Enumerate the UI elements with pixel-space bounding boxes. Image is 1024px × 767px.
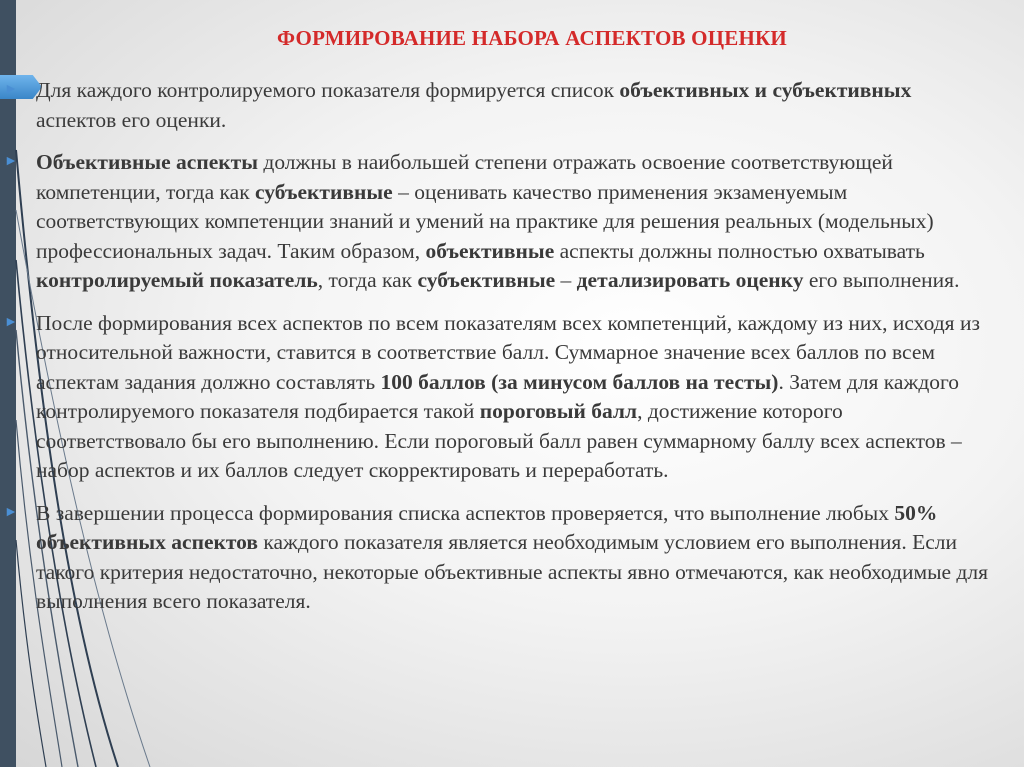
paragraph-text: . Затем для каждого контролируемого показателя подбирается такой	[36, 369, 960, 423]
paragraph-text: каждого показателя является необходимым условием его выполнения. Если такого критерия недостаточно, некоторые объективные аспекты явно отмечаются, как необходимые для выполнения всего показателя.	[36, 530, 988, 613]
paragraph-text: После формирования всех аспектов по всем показателям всех компетенций, каждому из них, исходя из относительной важности, ставится в соответствие балл. Суммарное значение всех баллов по всем аспектам задания должно составлять	[36, 310, 980, 394]
paragraph-bold-text: пороговый балл	[479, 399, 638, 423]
paragraph-bold-text: субъективные	[417, 268, 556, 292]
bullet-arrow-icon: ►	[4, 82, 18, 97]
paragraph-3	[4, 309, 996, 486]
paragraph-text: –	[555, 268, 577, 292]
paragraph-text: В завершении процесса формирования списка аспектов проверяется, что выполнение любых	[36, 500, 895, 525]
paragraph-text: аспектов его оценки.	[36, 107, 227, 132]
paragraph-text: должны в наибольшей степени отражать освоение соответствующей компетенции, тогда как	[36, 150, 893, 204]
bullet-arrow-icon: ►	[4, 154, 18, 169]
slide-title: ФОРМИРОВАНИЕ НАБОРА АСПЕКТОВ ОЦЕНКИ	[277, 26, 787, 50]
paragraph-bold-text: 50% объективных аспектов	[36, 500, 938, 554]
paragraph-bold-text: объективные	[425, 238, 555, 263]
paragraph-bold-text: контролируемый показатель	[36, 268, 318, 292]
paragraph-text: – оценивать качество применения экзаменуемым соответствующих компетенции знаний и умений на практике для решения реальных (модельных) профессиональных задач. Таким образом,	[36, 179, 934, 263]
paragraph-text: Для каждого контролируемого показателя формируется список	[36, 78, 620, 102]
paragraph-bold-text: объективных и субъективных	[619, 78, 912, 102]
paragraph-bold-text: субъективные	[255, 179, 393, 204]
bullet-arrow-icon: ►	[4, 314, 18, 330]
paragraph-bold-text: Объективные аспекты	[36, 150, 259, 174]
paragraph-4	[4, 499, 996, 617]
paragraph-bold-text: 100 баллов (за минусом баллов на тесты)	[380, 369, 779, 394]
paragraph-2	[4, 148, 996, 296]
paragraph-bold-text: детализировать оценку	[576, 268, 804, 292]
paragraph-text: его выполнения.	[803, 268, 960, 292]
paragraph-1	[4, 76, 996, 135]
slide-content	[4, 76, 996, 630]
paragraph-text: , достижение которого соответствовало бы его выполнению. Если пороговый балл равен суммарному баллу всех аспектов – набор аспектов и их баллов следует скорректировать и переработать.	[36, 399, 962, 482]
paragraph-text: , тогда как	[317, 268, 418, 292]
paragraph-text: аспекты должны полностью охватывать	[554, 238, 925, 263]
bullet-arrow-icon: ►	[4, 504, 18, 520]
